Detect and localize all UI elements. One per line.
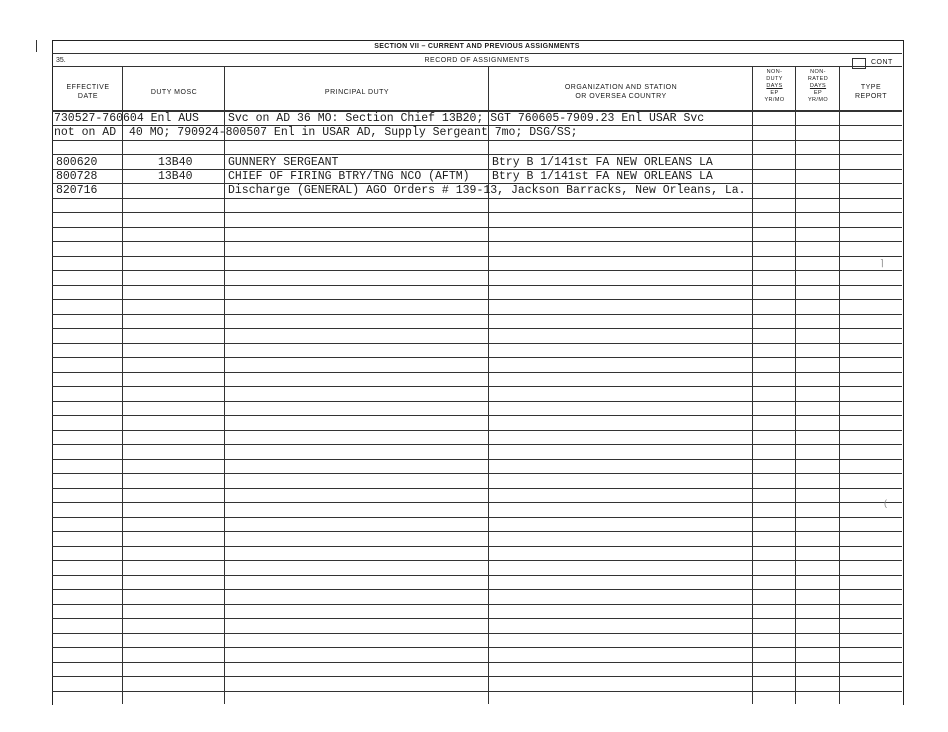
row-rule [52,444,902,445]
scan-speck: ( [884,498,887,508]
row-rule [52,241,902,242]
row-rule [52,618,902,619]
row-rule [52,415,902,416]
col-sep-date [122,66,123,704]
type-report-header-line1: TYPE [860,84,882,91]
type-report-header-line2: REPORT [854,93,888,100]
row-rule [52,227,902,228]
record-title-rule [52,66,902,67]
cont-label: CONT [871,59,893,66]
nonrated-header-line4: EP [813,90,823,96]
effective-date-header-line2: DATE [77,93,99,100]
row3-duty: GUNNERY SERGEANT [228,156,339,169]
row4-org: Btry B 1/141st FA NEW ORLEANS LA [492,170,713,183]
row-rule [52,314,902,315]
row-rule [52,357,902,358]
nonduty-days-header [754,69,795,104]
row-rule [52,401,902,402]
row1-duty: Svc on AD 36 MO: Section Chief 13B20; SGT 760605-7909.23 Enl USAR Svc [228,112,705,125]
type-report-header [841,83,901,101]
nonduty-header-line2: DUTY [766,76,783,82]
row-rule [52,488,902,489]
row-rule [52,386,902,387]
row-rule [52,604,902,605]
row3-date: 800620 [56,156,98,169]
duty-mosc-header: DUTY MOSC [150,89,198,96]
title-rule [52,53,902,54]
principal-duty-header: PRINCIPAL DUTY [324,89,390,96]
organization-header-line2: OR OVERSEA COUNTRY [575,93,667,100]
col-sep-org [752,66,753,704]
row-rule [52,212,902,213]
row4-duty: CHIEF OF FIRING BTRY/TNG NCO (AFTM) [228,170,470,183]
nonduty-header-line1: NON- [766,69,783,75]
row-rule [52,502,902,503]
nonrated-header-line2: RATED [807,76,829,82]
row-rule [52,343,902,344]
row-rule [52,372,902,373]
row-rule [52,517,902,518]
organization-header-line1: ORGANIZATION AND STATION [564,84,678,91]
row-rule [52,531,902,532]
col-sep-mosc [224,66,225,704]
row2-duty: 40 MO; 790924-800507 Enl in USAR AD, Supply Sergeant 7mo; DSG/SS; [129,126,578,139]
row3-org: Btry B 1/141st FA NEW ORLEANS LA [492,156,713,169]
row-rule [52,691,902,692]
row-rule [52,473,902,474]
row-rule [52,546,902,547]
row-rule [52,140,902,141]
row-rule [52,299,902,300]
nonrated-header-line3: DAYS [809,83,827,89]
row1-date: 730527-760604 Enl AUS [54,112,199,125]
row4-mosc: 13B40 [158,170,193,183]
row3-mosc: 13B40 [158,156,193,169]
nonrated-header-line5: YR/MO [807,97,829,103]
record-title: RECORD OF ASSIGNMENTS [424,57,530,64]
row-rule [52,256,902,257]
col-sep-duty [488,66,489,704]
row-rule [52,328,902,329]
row2-date: not on AD [54,126,117,139]
row-rule [52,647,902,648]
nonduty-header-line4: EP [770,90,779,96]
cont-checkbox[interactable] [852,58,866,69]
scan-speck: ⌉ [880,258,884,268]
row-rule [52,459,902,460]
row-rule [52,575,902,576]
item-number: 35. [56,57,66,64]
row-rule [52,285,902,286]
effective-date-header [54,83,122,101]
organization-header [490,83,752,101]
row-rule [52,633,902,634]
row-rule [52,560,902,561]
nonduty-header-line5: YR/MO [764,97,785,103]
section-title: SECTION VII – CURRENT AND PREVIOUS ASSIGNMENTS [374,43,580,50]
row-rule [52,198,902,199]
effective-date-header-line1: EFFECTIVE [66,84,110,91]
row4-date: 800728 [56,170,98,183]
col-sep-nonduty [795,66,796,704]
row5-date: 820716 [56,184,98,197]
nonrated-days-header [797,69,839,104]
row-rule [52,662,902,663]
row-rule [52,154,902,155]
nonrated-header-line1: NON- [810,69,826,75]
row-rule [52,270,902,271]
margin-mark [36,40,37,52]
row-rule [52,430,902,431]
row-rule [52,676,902,677]
nonduty-header-line3: DAYS [766,83,783,89]
row5-duty: Discharge (GENERAL) AGO Orders # 139-13, Jackson Barracks, New Orleans, La. [228,184,746,197]
row-rule [52,589,902,590]
col-sep-nonrated [839,66,840,704]
